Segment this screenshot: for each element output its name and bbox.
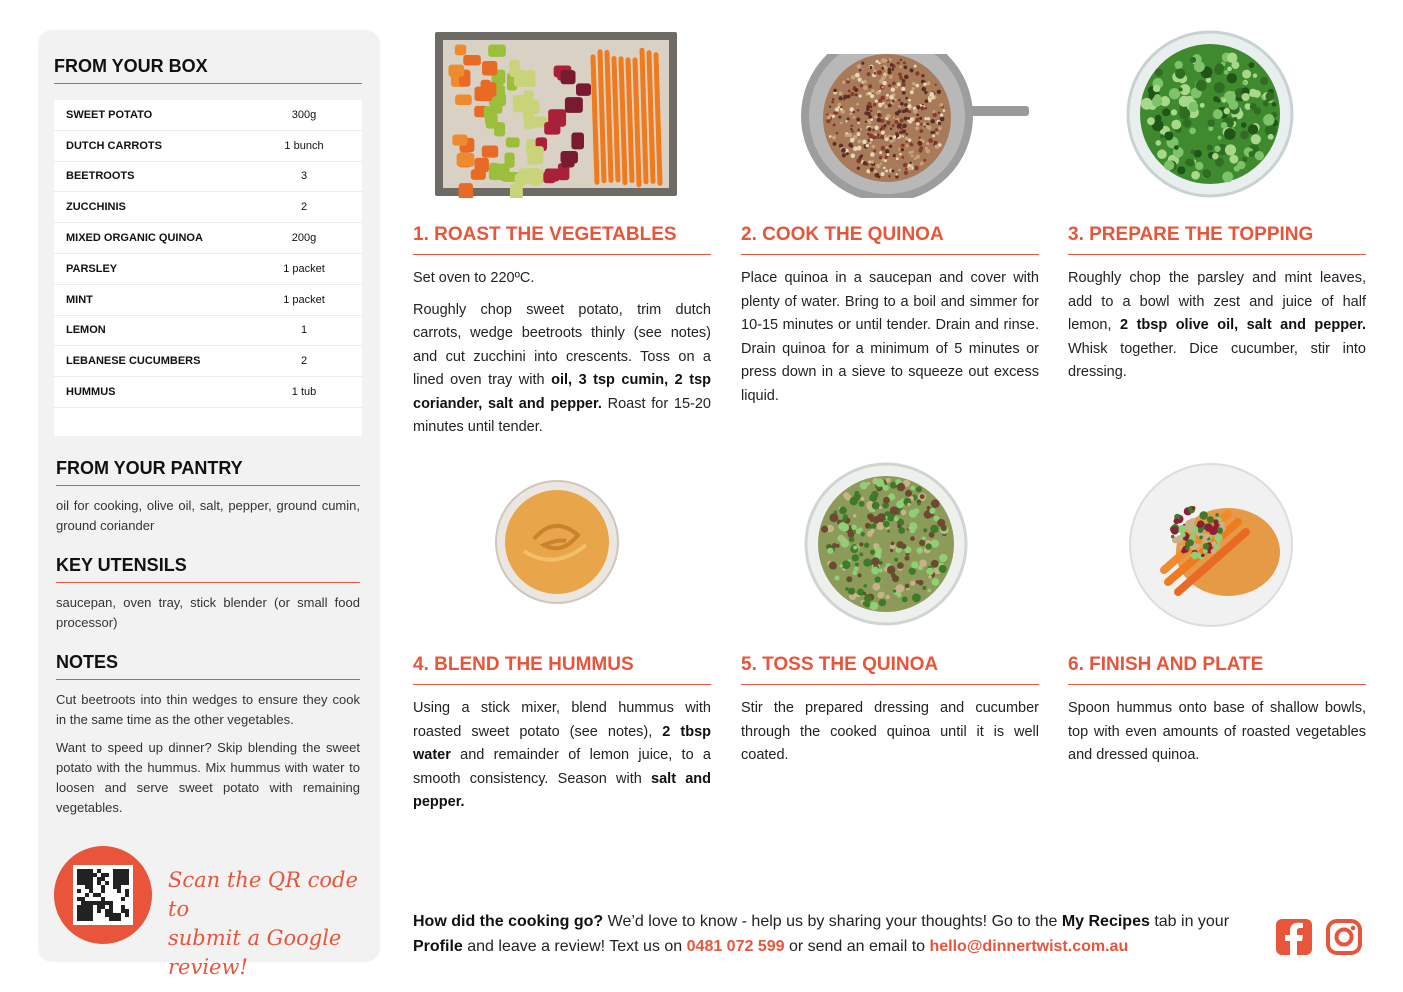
step-6 [1068, 654, 1366, 776]
pantry-title: FROM YOUR PANTRY [56, 458, 360, 486]
qr-caption-line: submit a Google review! [168, 926, 342, 979]
step-paragraph [413, 299, 711, 440]
ingredient-row [54, 346, 362, 377]
plated-dish-image [1128, 462, 1294, 628]
utensils-text: saucepan, oven tray, stick blender (or small food processor) [56, 595, 360, 630]
ingredient-row [54, 377, 362, 408]
step-text [1068, 697, 1366, 768]
ingredient-name: LEBANESE CUCUMBERS [66, 355, 201, 368]
step-title: 4. BLEND THE HUMMUS [413, 654, 711, 685]
contact-link[interactable]: 0481 072 599 [686, 938, 785, 955]
step-paragraph [741, 267, 1039, 408]
step-3 [1068, 224, 1366, 393]
from-your-box-section [54, 56, 362, 436]
text-run: Place quinoa in a saucepan and cover with plenty of water. Bring to a boil and simmer for 10-15 minutes or until tender. Drain and rinse. Drain quinoa for a minimum of 5 minutes or press down in a sieve to squeeze out excess liquid. [741, 270, 1039, 404]
ingredient-name: MIXED ORGANIC QUINOA [66, 232, 203, 245]
pantry-text: oil for cooking, olive oil, salt, pepper, ground cumin, ground coriander [56, 498, 360, 533]
text-run: tab in your [1149, 913, 1230, 930]
ingredient-row [54, 285, 362, 316]
bold-text: How did the cooking go? [413, 913, 604, 930]
step-title: 2. COOK THE QUINOA [741, 224, 1039, 255]
ingredient-qty: 1 [300, 324, 308, 337]
sidebar [38, 30, 380, 979]
ingredient-qty: 1 packet [283, 262, 325, 275]
bold-text: 2 tbsp water [413, 723, 711, 763]
step-text [413, 697, 711, 815]
note-item: Want to speed up dinner? Skip blending the sweet potato with the hummus. Mix hummus with water to loosen and serve sweet potato with remaining vegetables. [56, 740, 360, 815]
text-run: and remainder of lemon juice, to a smooth consistency. Season with [413, 747, 711, 787]
step-paragraph [741, 697, 1039, 768]
step-1 [413, 224, 711, 448]
step-paragraph [1068, 697, 1366, 768]
qr-badge [54, 846, 152, 944]
roasted-vegetables-tray-image [433, 30, 679, 198]
step-text [741, 697, 1039, 768]
ingredient-table [54, 100, 362, 436]
notes-section [56, 652, 360, 826]
text-run: Roast for 15-20 minutes until tender. [413, 395, 711, 435]
ingredient-row [54, 223, 362, 254]
text-run: Roughly chop sweet potato, trim dutch carrots, wedge beetroots thinly (see notes) and cut zucchini into crescents. Toss on a lined oven tray with [413, 301, 711, 388]
note-item: Cut beetroots into thin wedges to ensure they cook in the same time as the other vegetables. [56, 692, 360, 727]
hummus-bowl-image [494, 479, 620, 605]
step-paragraph [1068, 267, 1366, 385]
step-title: 6. FINISH AND PLATE [1068, 654, 1366, 685]
step-4 [413, 654, 711, 823]
bold-text: oil, 3 tsp cumin, 2 tsp coriander, salt and pepper. [413, 372, 711, 412]
ingredient-name: MINT [66, 293, 93, 306]
ingredient-row [54, 100, 362, 131]
text-run: or send an email to [784, 938, 930, 955]
ingredient-qty: 2 [300, 355, 308, 368]
step-text [413, 267, 711, 440]
ingredient-qty: 300g [291, 108, 317, 121]
ingredient-name: PARSLEY [66, 262, 118, 275]
ingredient-qty: 2 [300, 201, 308, 214]
step-paragraph [413, 267, 711, 291]
feedback-footer [413, 909, 1263, 959]
ingredient-name: LEMON [66, 324, 106, 337]
bold-text: salt and pepper. [413, 770, 711, 810]
utensils-section [56, 555, 360, 633]
pantry-section [56, 458, 360, 536]
bold-text: My Recipes [1061, 913, 1150, 930]
quinoa-sieve-image [795, 54, 1031, 198]
text-run: We’d love to know - help us by sharing your thoughts! Go to the [603, 913, 1062, 930]
step-title: 5. TOSS THE QUINOA [741, 654, 1039, 685]
text-run: Spoon hummus onto base of shallow bowls, top with even amounts of roasted vegetables and dressed quinoa. [1068, 700, 1366, 763]
contact-link[interactable]: hello@dinnertwist.com.au [929, 938, 1129, 955]
step-text [1068, 267, 1366, 385]
herb-topping-bowl-image [1126, 30, 1294, 198]
ingredient-name: BEETROOTS [66, 170, 135, 183]
ingredient-row [54, 192, 362, 223]
ingredient-qty: 1 bunch [284, 139, 324, 152]
instagram-icon[interactable] [1325, 918, 1363, 956]
notes-text [56, 690, 360, 818]
text-run: Set oven to 220ºC. [413, 270, 535, 286]
ingredient-qty: 3 [300, 170, 308, 183]
qr-caption [168, 866, 368, 982]
ingredient-name: HUMMUS [66, 386, 116, 399]
quinoa-salad-bowl-image [804, 462, 968, 626]
ingredient-qty: 1 tub [291, 386, 317, 399]
ingredient-name: ZUCCHINIS [66, 201, 126, 214]
step-title: 1. ROAST THE VEGETABLES [413, 224, 711, 255]
text-run: and leave a review! Text us on [462, 938, 687, 955]
step-2 [741, 224, 1039, 416]
ingredient-row [54, 316, 362, 347]
text-run: Whisk together. Dice cucumber, stir into dressing. [1068, 340, 1366, 380]
utensils-title: KEY UTENSILS [56, 555, 360, 583]
step-text [741, 267, 1039, 408]
box-title: FROM YOUR BOX [54, 56, 362, 84]
ingredient-qty: 200g [291, 232, 317, 245]
text-run: Using a stick mixer, blend hummus with roasted sweet potato (see notes), [413, 700, 711, 740]
bold-text: 2 tbsp olive oil, salt and pepper. [1120, 317, 1366, 333]
qr-caption-line: Scan the QR code to [168, 868, 358, 921]
qr-code-icon[interactable] [73, 865, 133, 925]
ingredient-qty: 1 packet [283, 293, 325, 306]
facebook-icon[interactable] [1275, 918, 1313, 956]
step-paragraph [413, 697, 711, 815]
step-title: 3. PREPARE THE TOPPING [1068, 224, 1366, 255]
notes-title: NOTES [56, 652, 360, 680]
ingredient-row [54, 254, 362, 285]
ingredient-name: SWEET POTATO [66, 108, 153, 121]
text-run: Roughly chop the parsley and mint leaves, add to a bowl with zest and juice of half lemon, [1068, 270, 1366, 333]
qr-review-block[interactable] [54, 846, 374, 979]
text-run: Stir the prepared dressing and cucumber through the cooked quinoa until it is well coated. [741, 700, 1039, 763]
bold-text: Profile [413, 938, 463, 955]
ingredient-row [54, 162, 362, 193]
ingredient-name: DUTCH CARROTS [66, 139, 162, 152]
ingredient-row [54, 131, 362, 162]
step-5 [741, 654, 1039, 776]
